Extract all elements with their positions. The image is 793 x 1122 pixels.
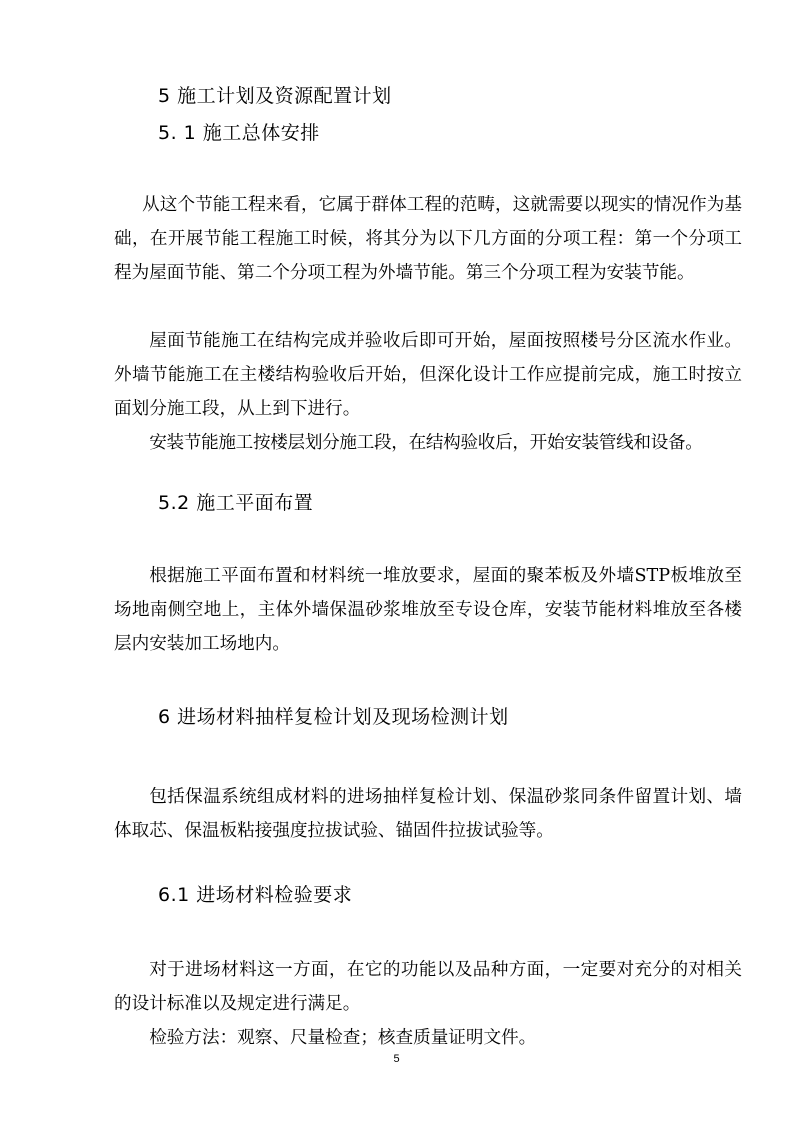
section-6-paragraph-1: 包括保温系统组成材料的进场抽样复检计划、保温砂浆同条件留置计划、墙体取芯、保温板粘接强度拉拔试验、锚固件拉拔试验等。	[114, 787, 742, 841]
section-5-1-paragraph-2: 屋面节能施工在结构完成并验收后即可开始，屋面按照楼号分区流水作业。外墙节能施工在主楼结构验收后开始，但深化设计工作应提前完成，施工时按立面划分施工段，从上到下进行。	[114, 331, 742, 419]
section-6-heading: 6 进场材料抽样复检计划及现场检测计划	[158, 706, 509, 728]
section-5-2-paragraph-1: 根据施工平面布置和材料统一堆放要求，屋面的聚苯板及外墙STP板堆放至场地南侧空地上，主体外墙保温砂浆堆放至专设仓库，安装节能材料堆放至各楼层内安装加工场地内。	[114, 566, 742, 654]
section-6-1-heading: 6.1 进场材料检验要求	[158, 884, 353, 906]
section-5-1-heading: 5. 1 施工总体安排	[158, 122, 320, 144]
section-5-1-paragraph-3: 安装节能施工按楼层划分施工段，在结构验收后，开始安装管线和设备。	[149, 433, 703, 453]
section-5-heading: 5 施工计划及资源配置计划	[158, 85, 392, 107]
page-number: 5	[393, 1053, 400, 1065]
section-5-2-heading: 5.2 施工平面布置	[158, 492, 314, 514]
section-6-1-paragraph-2: 检验方法：观察、尺量检查；核查质量证明文件。	[149, 1028, 537, 1048]
section-5-1-paragraph-1: 从这个节能工程来看，它属于群体工程的范畴，这就需要以现实的情况作为基础，在开展节能工程施工时候，将其分为以下几方面的分项工程：第一个分项工程为屋面节能、第二个分项工程为外墙节能。第三个分项工程为安装节能。	[114, 195, 742, 283]
section-6-1-paragraph-1: 对于进场材料这一方面，在它的功能以及品种方面，一定要对充分的对相关的设计标准以及规定进行满足。	[114, 960, 742, 1014]
